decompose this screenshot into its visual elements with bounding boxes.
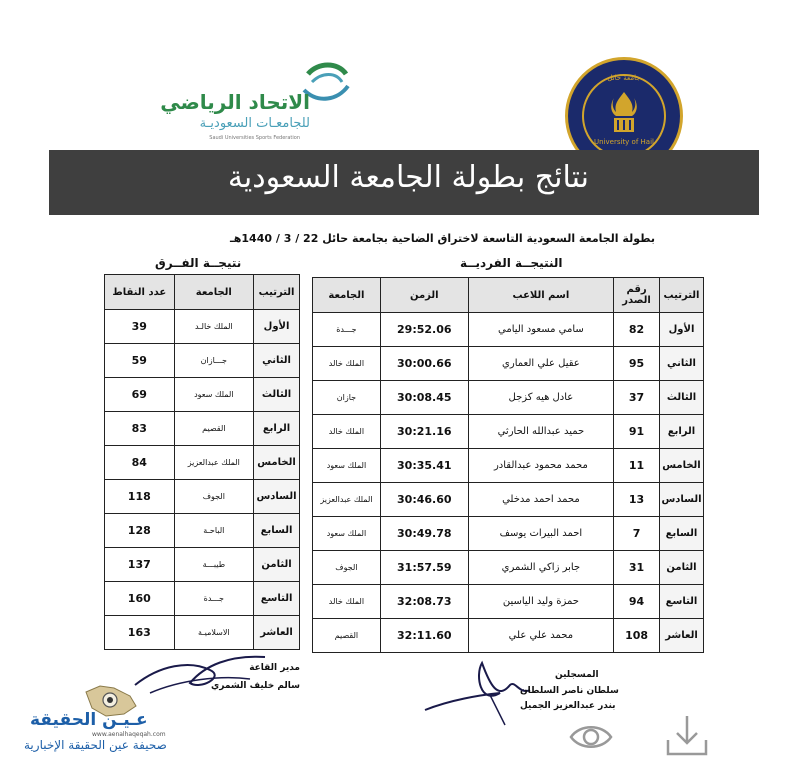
- points-cell: 83: [105, 412, 175, 446]
- table-header-row: [105, 275, 300, 310]
- team-results-table: [104, 274, 300, 650]
- rank-cell: الرابع: [660, 415, 704, 449]
- rank-cell: الثامن: [254, 548, 300, 582]
- rank-cell: الخامس: [254, 446, 300, 480]
- university-name-ar: جامعة حائل: [607, 74, 641, 82]
- university-cell: الجوف: [174, 480, 253, 514]
- bib-cell: 7: [614, 517, 660, 551]
- rank-cell: الأول: [254, 310, 300, 344]
- rank-cell: التاسع: [660, 585, 704, 619]
- points-cell: 59: [105, 344, 175, 378]
- watermark-url: www.aenalhaqeqah.com: [92, 731, 166, 738]
- points-cell: 128: [105, 514, 175, 548]
- player-name-cell: احمد البيرات يوسف: [468, 517, 613, 551]
- university-cell: الملك عبدالعزيز: [313, 483, 381, 517]
- player-name-cell: حمزة وليد الياسين: [468, 585, 613, 619]
- university-cell: الملك خالد: [313, 347, 381, 381]
- table-row: [313, 551, 704, 585]
- player-name-cell: سامي مسعود اليامي: [468, 313, 613, 347]
- championship-subtitle: بطولة الجامعة السعودية التاسعة لاختراق الضاحية بجامعة حائل 22 / 3 / 1440هـ: [230, 232, 655, 245]
- points-cell: 69: [105, 378, 175, 412]
- table-row: [313, 449, 704, 483]
- table-row: [313, 585, 704, 619]
- time-cell: 30:35.41: [380, 449, 468, 483]
- time-cell: 30:00.66: [380, 347, 468, 381]
- table-row: [105, 310, 300, 344]
- rank-cell: الخامس: [660, 449, 704, 483]
- bib-cell: 11: [614, 449, 660, 483]
- watermark-subtitle: صحيفة عين الحقيقة الإخبارية: [24, 738, 167, 752]
- bib-cell: 31: [614, 551, 660, 585]
- university-cell: الملك سعود: [174, 378, 253, 412]
- university-cell: القصيم: [313, 619, 381, 653]
- university-cell: الملك عبدالعزيز: [174, 446, 253, 480]
- title-banner: [49, 150, 759, 215]
- player-name-cell: محمد محمود عبدالقادر: [468, 449, 613, 483]
- column-header: الزمن: [380, 278, 468, 313]
- download-icon[interactable]: [662, 712, 712, 760]
- right-signature-name-1: سلطان ناصر السلطان: [520, 686, 619, 696]
- rank-cell: التاسع: [254, 582, 300, 616]
- table-row: [313, 517, 704, 551]
- bib-cell: 108: [614, 619, 660, 653]
- federation-logo: [150, 60, 350, 140]
- player-name-cell: عقيل علي العماري: [468, 347, 613, 381]
- rank-cell: العاشر: [660, 619, 704, 653]
- player-name-cell: محمد احمد مدخلي: [468, 483, 613, 517]
- table-row: [313, 381, 704, 415]
- bib-cell: 91: [614, 415, 660, 449]
- federation-english-name: Saudi Universities Sports Federation: [209, 135, 300, 141]
- university-cell: الملك خالد: [313, 415, 381, 449]
- table-row: [105, 344, 300, 378]
- university-cell: طيبـــة: [174, 548, 253, 582]
- player-name-cell: حميد عبدالله الحارثي: [468, 415, 613, 449]
- rank-cell: السابع: [660, 517, 704, 551]
- rank-cell: الثالث: [660, 381, 704, 415]
- banner-title: نتائج بطولة الجامعة السعودية: [227, 160, 589, 195]
- table-row: [105, 514, 300, 548]
- individual-results-table: [312, 277, 704, 653]
- table-row: [105, 480, 300, 514]
- column-header: الترتيب: [254, 275, 300, 310]
- points-cell: 163: [105, 616, 175, 650]
- time-cell: 32:08.73: [380, 585, 468, 619]
- time-cell: 30:08.45: [380, 381, 468, 415]
- university-cell: الملك سعود: [313, 517, 381, 551]
- federation-subtitle: للجامعـات السعوديـة: [199, 116, 310, 131]
- column-header: الجامعة: [313, 278, 381, 313]
- table-row: [105, 548, 300, 582]
- time-cell: 31:57.59: [380, 551, 468, 585]
- university-cell: جـــازان: [174, 344, 253, 378]
- rank-cell: السادس: [660, 483, 704, 517]
- university-cell: الاسلاميـة: [174, 616, 253, 650]
- table-header-row: [313, 278, 704, 313]
- table-row: [105, 378, 300, 412]
- rank-cell: الأول: [660, 313, 704, 347]
- individual-results-heading: النتيجــة الفرديــة: [460, 256, 563, 270]
- table-row: [313, 483, 704, 517]
- time-cell: 30:21.16: [380, 415, 468, 449]
- column-header: اسم اللاعب: [468, 278, 613, 313]
- university-cell: الباحـة: [174, 514, 253, 548]
- rank-cell: السابع: [254, 514, 300, 548]
- university-name-en: University of Hail: [594, 138, 654, 146]
- bib-cell: 94: [614, 585, 660, 619]
- rank-cell: الثاني: [254, 344, 300, 378]
- points-cell: 160: [105, 582, 175, 616]
- watermark-title: عـيـن الحقيقة: [30, 710, 148, 730]
- time-cell: 29:52.06: [380, 313, 468, 347]
- university-cell: القصيم: [174, 412, 253, 446]
- eye-icon[interactable]: [568, 720, 614, 754]
- university-cell: الملك خالد: [313, 585, 381, 619]
- time-cell: 32:11.60: [380, 619, 468, 653]
- left-signature-name: سالم خليف الشمري: [211, 681, 300, 691]
- points-cell: 137: [105, 548, 175, 582]
- time-cell: 30:46.60: [380, 483, 468, 517]
- rank-cell: الثالث: [254, 378, 300, 412]
- column-header: الجامعة: [174, 275, 253, 310]
- points-cell: 39: [105, 310, 175, 344]
- federation-title: الاتحاد الرياضي: [160, 90, 310, 114]
- team-results-heading: نتيجــة الفــرق: [155, 256, 242, 270]
- time-cell: 30:49.78: [380, 517, 468, 551]
- university-cell: الملك سعود: [313, 449, 381, 483]
- table-row: [313, 415, 704, 449]
- rank-cell: الثامن: [660, 551, 704, 585]
- university-cell: جـــدة: [313, 313, 381, 347]
- table-row: [313, 313, 704, 347]
- university-cell: الملك خالـد: [174, 310, 253, 344]
- player-name-cell: محمد علي علي: [468, 619, 613, 653]
- left-signature-role: مدير القاعة: [249, 663, 300, 673]
- bib-cell: 13: [614, 483, 660, 517]
- bib-cell: 37: [614, 381, 660, 415]
- rank-cell: الثاني: [660, 347, 704, 381]
- torch-icon: [608, 90, 640, 134]
- rank-cell: الرابع: [254, 412, 300, 446]
- points-cell: 118: [105, 480, 175, 514]
- rank-cell: السادس: [254, 480, 300, 514]
- player-name-cell: عادل هيه كزجل: [468, 381, 613, 415]
- column-header: عدد النقاط: [105, 275, 175, 310]
- rank-cell: العاشر: [254, 616, 300, 650]
- player-name-cell: جابر زاكي الشمري: [468, 551, 613, 585]
- university-cell: الجوف: [313, 551, 381, 585]
- table-row: [313, 347, 704, 381]
- right-signature-name-2: بندر عبدالعزيز الجميل: [520, 701, 616, 711]
- left-signature-block: [150, 645, 320, 705]
- bib-cell: 95: [614, 347, 660, 381]
- right-signature-role: المسجلين: [555, 670, 599, 680]
- column-header: رقم الصدر: [614, 278, 660, 313]
- table-row: [105, 412, 300, 446]
- university-cell: جازان: [313, 381, 381, 415]
- table-row: [105, 582, 300, 616]
- university-cell: جـــدة: [174, 582, 253, 616]
- bib-cell: 82: [614, 313, 660, 347]
- table-row: [105, 446, 300, 480]
- column-header: الترتيب: [660, 278, 704, 313]
- points-cell: 84: [105, 446, 175, 480]
- table-row: [313, 619, 704, 653]
